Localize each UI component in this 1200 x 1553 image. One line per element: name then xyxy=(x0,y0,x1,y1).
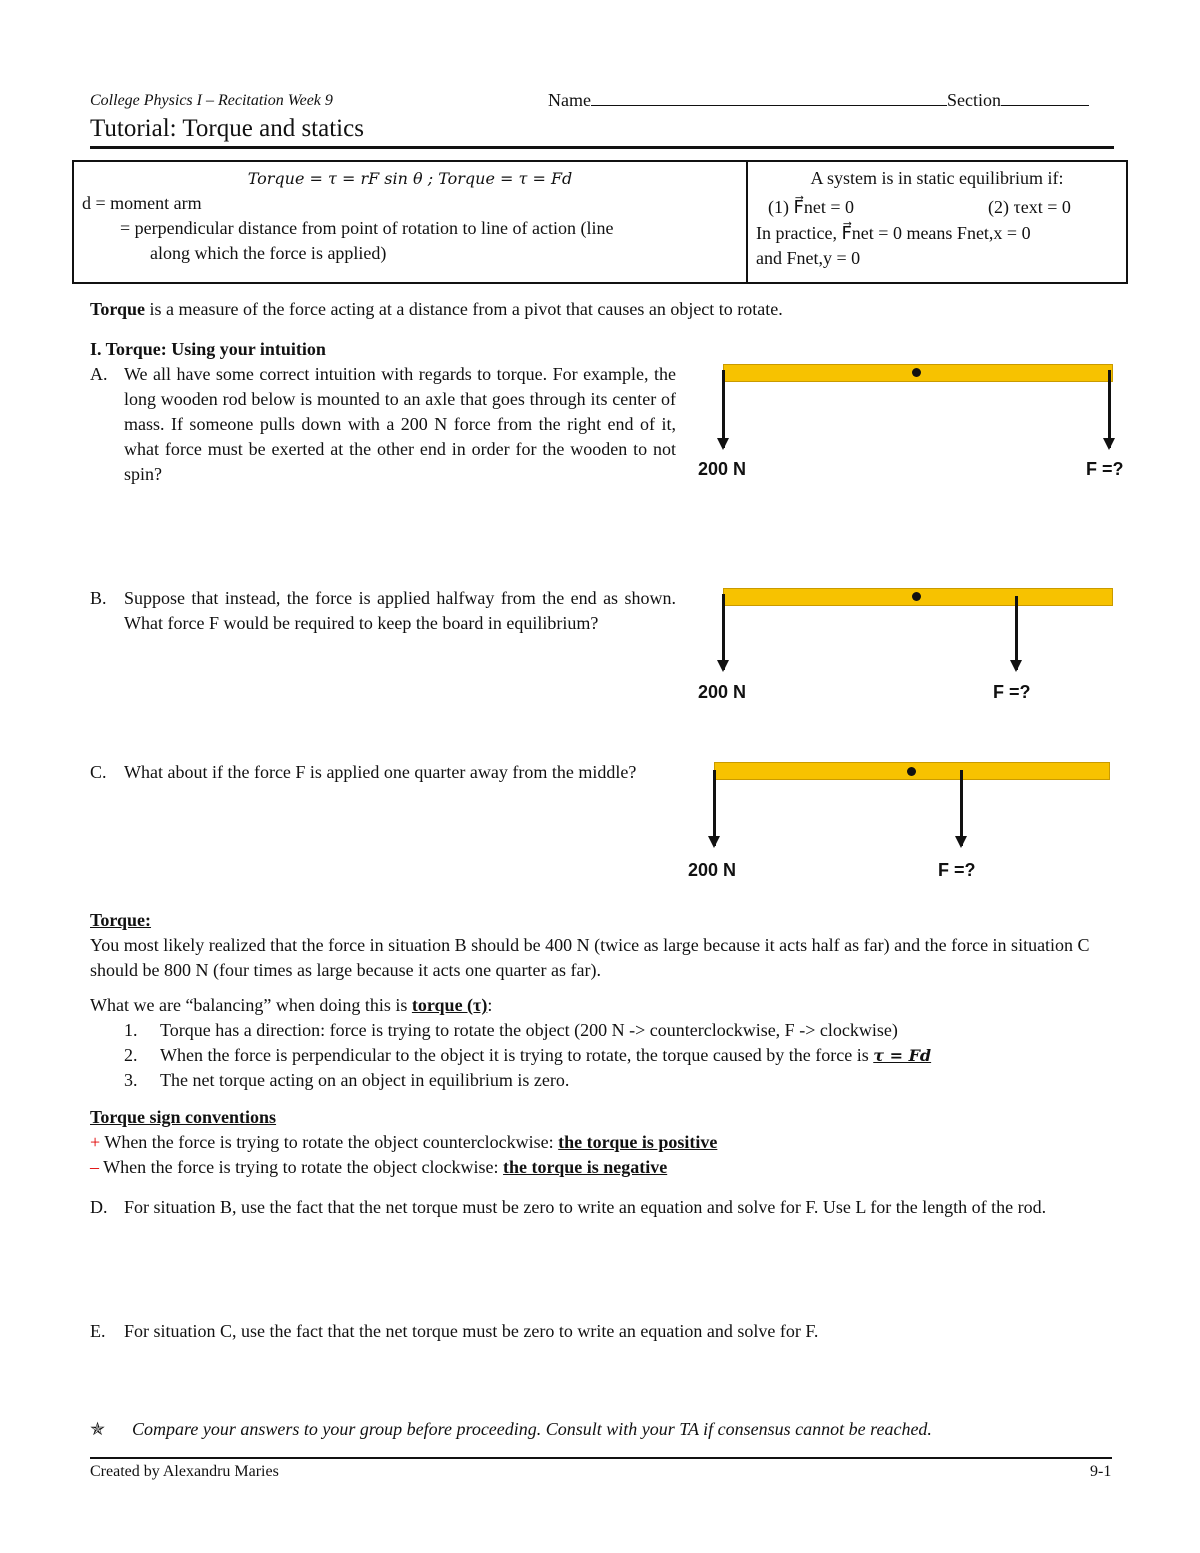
static-equilibrium xyxy=(747,161,1127,283)
list-text: When the force is perpendicular to the object it is trying to rotate, the torque caused by the force is xyxy=(160,1045,874,1065)
positive-bold: the torque is positive xyxy=(558,1132,718,1152)
question-c-text: What about if the force F is applied one quarter away from the middle? xyxy=(124,762,637,782)
plus-sign: + xyxy=(90,1132,101,1152)
balancing-line xyxy=(90,993,492,1018)
negative-bold: the torque is negative xyxy=(503,1157,668,1177)
sign-conventions-heading: Torque sign conventions xyxy=(90,1107,277,1127)
balancing-bold: torque (τ) xyxy=(411,995,488,1015)
question-b-label: B. xyxy=(90,588,107,608)
star-icon: ✯ xyxy=(90,1419,106,1439)
practice-line-1: In practice, F⃗net = 0 means Fnet,x = 0 xyxy=(756,223,1031,243)
footer-rule xyxy=(90,1457,1112,1459)
name-label: Name xyxy=(548,90,591,110)
perp-def-1: = perpendicular distance from point of rotation to line of action (line xyxy=(120,218,614,238)
condition-2: (2) τext = 0 xyxy=(988,197,1071,217)
practice-line-2: and Fnet,y = 0 xyxy=(756,248,861,268)
torque-equation: Torque = τ = rF sin θ ; Torque = τ = Fd xyxy=(247,169,573,188)
negative-text: When the force is trying to rotate the object clockwise: xyxy=(99,1157,504,1177)
pivot-a xyxy=(912,368,921,377)
question-e-text: For situation C, use the fact that the net torque must be zero to write an equation and solve for F. xyxy=(124,1321,819,1341)
torque-definitions xyxy=(73,161,747,283)
question-d-text: For situation B, use the fact that the net torque must be zero to write an equation and solve for F. Use L for the length of the rod. xyxy=(124,1197,1047,1217)
question-a-text: We all have some correct intuition with regards to torque. For example, the long wooden rod below is mounted to an axle that goes through its center of mass. If someone pulls down with a 200 N force from the right end of it, what force must be exerted at the other end in order for the wooden to not spin? xyxy=(124,364,676,484)
moment-arm-def: d = moment arm xyxy=(82,193,202,213)
page-title: Tutorial: Torque and statics xyxy=(90,115,364,142)
right-force-label-c: F =? xyxy=(938,860,976,880)
left-force-arrow-b xyxy=(722,594,725,670)
right-force-arrow-b xyxy=(1015,596,1018,670)
name-field xyxy=(548,90,1089,111)
minus-sign: – xyxy=(90,1157,99,1177)
left-force-label-a: 200 N xyxy=(698,459,747,479)
group-note xyxy=(90,1419,932,1440)
list-num: 3. xyxy=(124,1070,138,1090)
course-label: College Physics I – Recitation Week 9 xyxy=(90,92,333,109)
question-e-label: E. xyxy=(90,1321,106,1341)
formula-box xyxy=(72,160,1128,284)
list-text: The net torque acting on an object in equilibrium is zero. xyxy=(160,1070,570,1090)
negative-convention xyxy=(90,1155,667,1180)
left-force-label-b: 200 N xyxy=(698,682,747,702)
condition-1: (1) F⃗net = 0 xyxy=(768,197,854,217)
question-d-label: D. xyxy=(90,1197,108,1217)
pivot-c xyxy=(907,767,916,776)
torque-equation-inline: τ = Fd xyxy=(873,1046,932,1065)
positive-text: When the force is trying to rotate the object counterclockwise: xyxy=(100,1132,559,1152)
note-text: Compare your answers to your group before proceeding. Consult with your TA if consensus cannot be reached. xyxy=(132,1419,932,1439)
question-c-label: C. xyxy=(90,762,107,782)
torque-paragraph: You most likely realized that the force in situation B should be 400 N (twice as large because it acts half as far) and the force in situation C should be 800 N (four times as large because it acts one quarter as far). xyxy=(90,935,1090,980)
left-force-label-c: 200 N xyxy=(688,860,737,880)
header-rule xyxy=(90,146,1114,149)
question-b-text: Suppose that instead, the force is applied halfway from the end as shown. What force F would be required to keep the board in equilibrium? xyxy=(124,588,676,633)
question-a-label: A. xyxy=(90,364,108,384)
intro-text xyxy=(90,297,783,322)
section-label: Section xyxy=(946,90,1001,110)
static-title: A system is in static equilibrium if: xyxy=(810,168,1064,188)
page-number: 9-1 xyxy=(1090,1463,1112,1480)
balancing-post: : xyxy=(487,995,493,1015)
footer-author: Created by Alexandru Maries xyxy=(90,1463,279,1480)
left-force-arrow-c xyxy=(713,770,716,846)
right-force-arrow-a xyxy=(1108,370,1111,448)
pivot-b xyxy=(912,592,921,601)
torque-heading: Torque: xyxy=(90,910,152,930)
balancing-pre: What we are “balancing” when doing this is xyxy=(90,995,412,1015)
right-force-label-a: F =? xyxy=(1086,459,1124,479)
positive-convention xyxy=(90,1130,717,1155)
list-text: Torque has a direction: force is trying to rotate the object (200 N -> counterclockwise, F -> clockwise) xyxy=(160,1020,898,1040)
right-force-arrow-c xyxy=(960,770,963,846)
intro-bold: Torque xyxy=(90,299,146,319)
right-force-label-b: F =? xyxy=(993,682,1031,702)
list-num: 2. xyxy=(124,1045,138,1065)
left-force-arrow-a xyxy=(722,370,725,448)
perp-def-2: along which the force is applied) xyxy=(150,243,387,263)
list-num: 1. xyxy=(124,1020,138,1040)
intro-rest: is a measure of the force acting at a distance from a pivot that causes an object to rotate. xyxy=(145,299,783,319)
section-heading: I. Torque: Using your intuition xyxy=(90,339,326,359)
